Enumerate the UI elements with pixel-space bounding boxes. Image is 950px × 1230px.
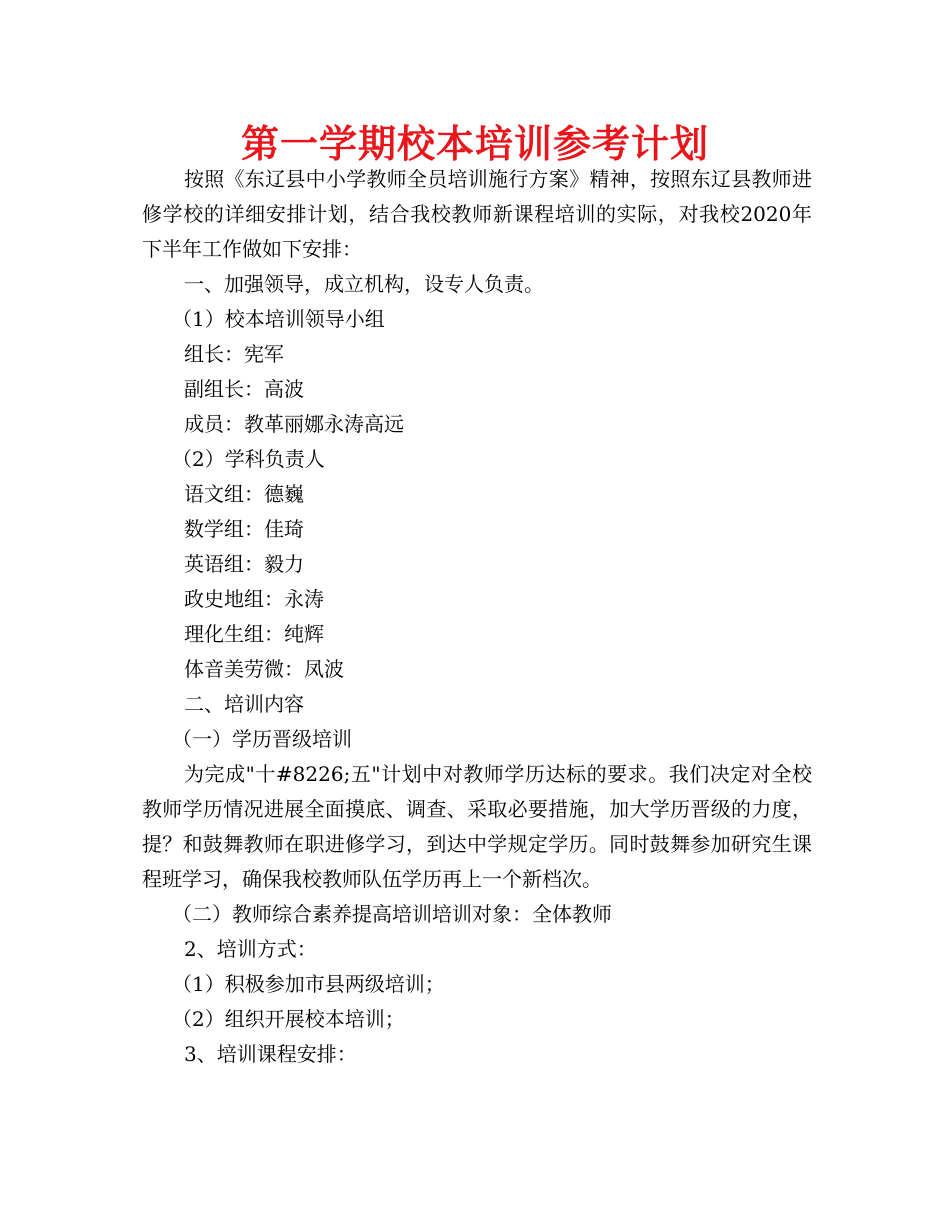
document-body bbox=[142, 162, 812, 1072]
text-line: 副组长：高波 bbox=[184, 377, 304, 401]
subsection-heading: （一）学历晋级培训 bbox=[172, 727, 352, 751]
text-line: 3、培训课程安排： bbox=[184, 1042, 357, 1066]
text-line: 组长：宪军 bbox=[184, 342, 284, 366]
text-line: （2）组织开展校本培训； bbox=[172, 1007, 405, 1031]
text-line: （1）积极参加市县两级培训； bbox=[172, 972, 445, 996]
body-paragraph: 为完成"十#8226;五"计划中对教师学历达标的要求。我们决定对全校教师学历情况进展全面摸底、调查、采取必要措施，加大学历晋级的力度，提？和鼓舞教师在职进修学习，到达中学规定学历。同时鼓舞参加研究生课程班学习，确保我校教师队伍学历再上一个新档次。 bbox=[142, 762, 812, 891]
section-heading: 一、加强领导，成立机构，设专人负责。 bbox=[184, 272, 544, 296]
subsection-heading: （二）教师综合素养提高培训培训对象：全体教师 bbox=[172, 902, 612, 926]
text-line: 成员：教革丽娜永涛高远 bbox=[184, 412, 404, 436]
text-line: 政史地组：永涛 bbox=[184, 587, 324, 611]
document-title: 第一学期校本培训参考计划 bbox=[240, 122, 709, 166]
text-line: 2、培训方式： bbox=[184, 937, 317, 961]
subsection-heading: （2）学科负责人 bbox=[172, 447, 325, 471]
section-heading: 二、培训内容 bbox=[184, 692, 304, 716]
text-line: 体音美劳微：凤波 bbox=[184, 657, 344, 681]
text-line: 数学组：佳琦 bbox=[184, 517, 304, 541]
text-line: 英语组：毅力 bbox=[184, 552, 304, 576]
subsection-heading: （1）校本培训领导小组 bbox=[172, 307, 385, 331]
text-line: 理化生组：纯辉 bbox=[184, 622, 324, 646]
text-line: 语文组：德巍 bbox=[184, 482, 304, 506]
intro-paragraph: 按照《东辽县中小学教师全员培训施行方案》精神，按照东辽县教师进修学校的详细安排计划，结合我校教师新课程培训的实际，对我校2020年下半年工作做如下安排： bbox=[142, 167, 812, 261]
